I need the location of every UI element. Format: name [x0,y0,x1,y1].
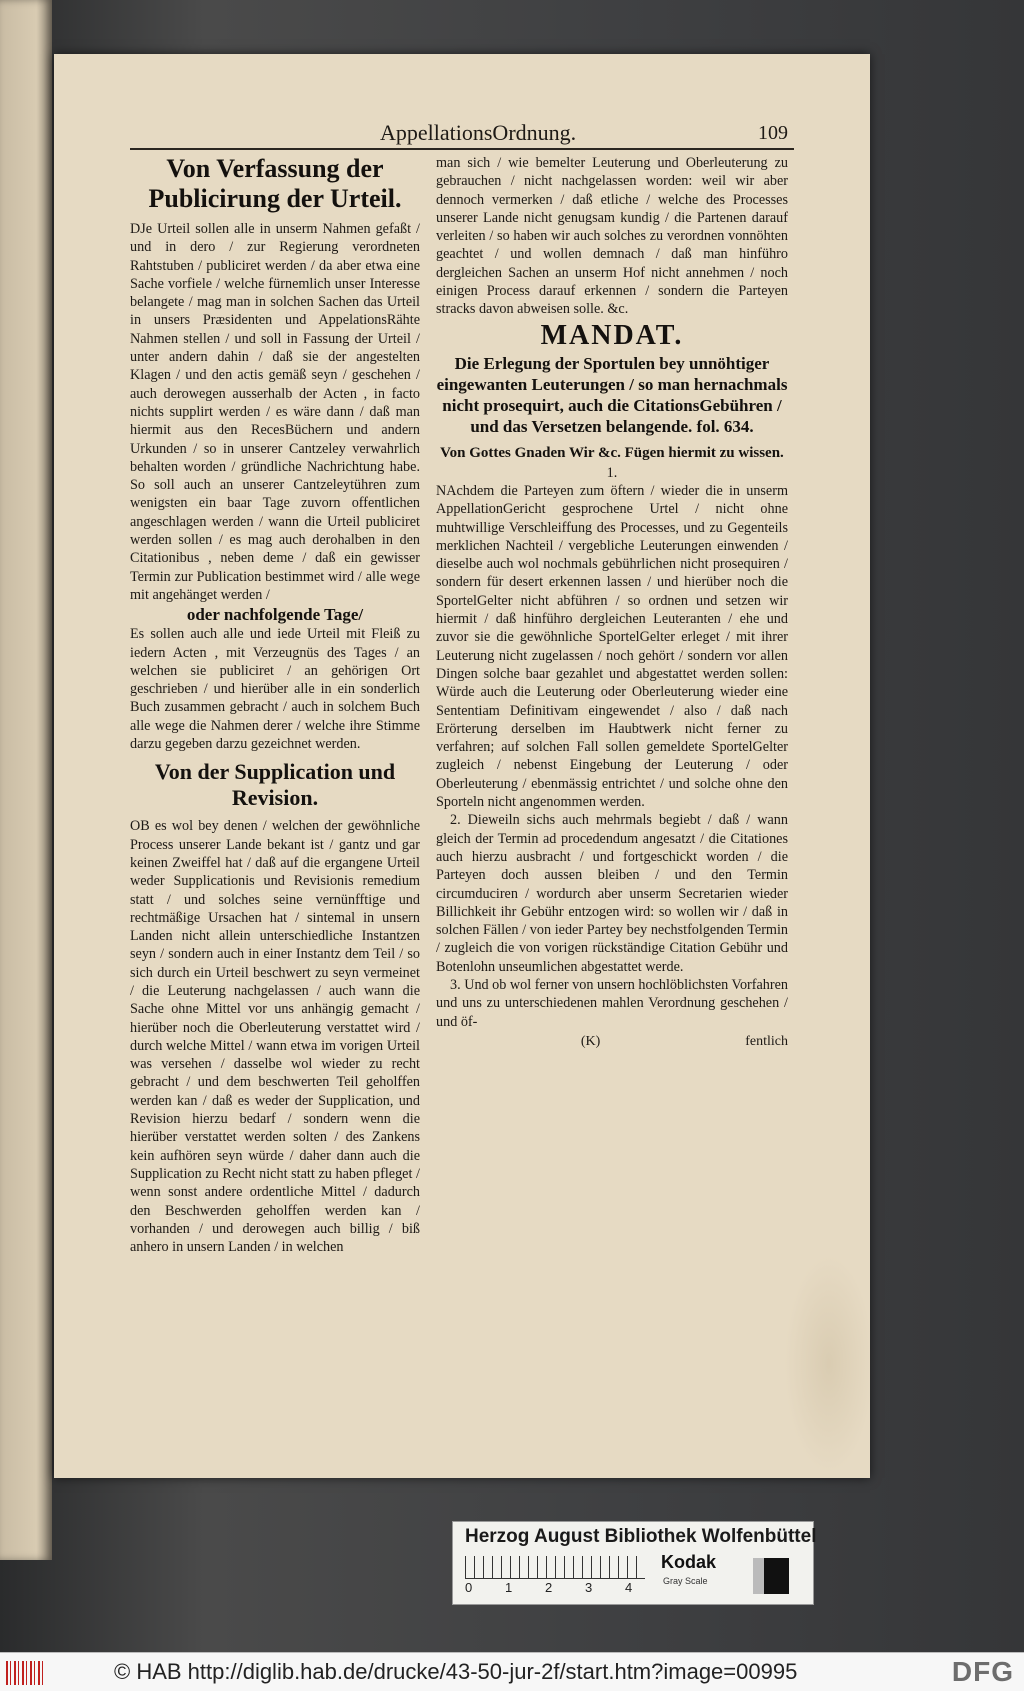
paper-stain [784,1254,874,1474]
paragraph: NAchdem die Parteyen zum öftern / wieder die in unserm AppellationGericht gesprochene Urtel / nicht ohne muhtwillige Verschleiffung des Processes, und zu Gegenteils merklichen Nachteil / vergebliche Leuterungen einwenden / dieselbe auch wol nochmals gebührlichen nicht prosequiren / sondern für desert erkennen lassen / und hierüber noch die SportelGelter nicht abführen / so ordnen und setzen wir hiermit / daß hinführo dergleichen Leuteranten / ehe und zuvor sie die gewöhnliche SportelGelter erleget / mit ihrer Leuterung nicht zugelassen / noch gehört / sondern vor allen Dingen solche baar gezahlet und abgestattet werden sollen: Würde auch die Leuterung oder Oberleuterung wieder eine Sententiam Definitivam eingewendet / also / daß nach Erörterung derselben im Haubtwerk nicht ferner zu verfahren; auf solchen Fall sollen gemeldete SportelGelter zugleich / nebenst Eingebung der Leuterung / oder Oberleuterung / ebenmässig entrichtet / und solche ohne den Sporteln nicht angenommen werden. [436,482,788,811]
paragraph: Es sollen auch alle und iede Urteil mit Fleiß zu iedern Acten , mit Verzeugnüs des Tages / an welchen sie publiciret / an gehörigen Ort geschrieben / und hierüber alle in ein sonderlich Buch zusammen gebracht / auch in solchem Buch alle wege die Nahmen derer / welche ihre Stimme darzu gegeben darzu gezeichnet werden. [130,626,420,753]
greeting: Von Gottes Gnaden Wir &c. Fügen hiermit zu wissen. [440,444,784,461]
signature-mark: (K) [580,1033,601,1049]
section-heading-supplication: Von der Supplication und Revision. [154,759,396,811]
credit-link[interactable]: © HAB http://diglib.hab.de/drucke/43-50-jur-2f/start.htm?image=00995 [114,1659,798,1684]
mandat-heading: MANDAT. [540,319,684,351]
tick-label: 3 [585,1580,593,1595]
paragraph: DJe Urteil sollen alle in unserm Nahmen gefaßt / und in dero / zur Regierung verordneten Rahtstuben / publiciret werden / da aber etwa eine Sache vorfiele / welche fürnemlich unser Interesse belangete / mag man in solchen Sachen das Urteil in unsers Præsidenten und AppelationsRähte Nahmen stellen / und soll in Fassung der Urteil / unter andern dahin / daß sie der angestelten Klagen / und den actis gemäß seyn / geschehen / auch derowegen ausserhalb der Acten , in facto nichts supplirt werden / es wäre dann / daß man hiermit aus den RecesBüchern und andern Urkunden / so in unserer Cantzeley verwahrlich behalten worden / gründliche Nachrichtung habe. So soll auch an unserer Cantzeleytühren zum wenigsten ein baar Tage zuvorn offentlichen angeschlagen werden / wann die Urteil publiciret werden sollen / es mag auch derohalben in den Citationibus , neben deme / daß ein gewisser Termin zur Publication bestimmet wird / alle wege mit angehänget werden / [130,221,420,603]
paragraph: 2. Dieweiln sichs auch mehrmals begiebt / daß / wann gleich der Termin ad procedendum angesatzt / die Citationes auch hierzu ausbracht / und fortgeschickt worden / die Parteyen doch aussen bleiben / und den Termin circumduciren / wordurch aber unserm Secretarien wieder Billichkeit ihr Gebühr entzogen wird: so wollen wir / daß in solchen Fällen / von ieder Partey bey nechstfolgenden Termin / zugleich die von vorigen rückständige Citation Gebühr und Botenlohn unseumlichen abgestattet werde. [436,812,788,975]
page-number: 109 [758,122,788,144]
grayscale-label: Gray Scale [663,1576,708,1586]
hab-barcode-icon [6,1661,46,1685]
header-rule [130,148,794,150]
right-column [436,154,788,1051]
ruler-ticks [465,1580,665,1595]
paragraph: man sich / wie bemelter Leuterung und Oberleuterung zu gebrauchen / nicht nachgelassen worden: weil wir aber dennoch vermerken / daß etliche / welche des Processes unserer Lande nicht genugsam kundig / die Partenen darauf verleiten / so haben wir auch solches zu verordnen vonnöhten geachtet / und wollen demnach / daß man hinführo dergleichen Sachen an unserm Hof nicht annehmen / noch einigen Process darauf erkennen / sondern die Parteyen stracks davon abweisen solle. &c. [436,155,788,318]
left-column [130,154,420,1256]
section-number: 1. [606,464,618,481]
footer-bar [0,1652,1024,1691]
dfg-logo: DFG [951,1656,1014,1687]
paragraph: OB es wol bey denen / welchen der gewöhnliche Process unserer Lande bekant ist / gantz und gar keinen Zweiffel hat / daß auf die ergangene Urteil weder Supplicationis und Revisionis remedium statt / und solches seine vernünfftige und rechtmäßige Ursachen hat / sintemal in unsern Landen nicht allein unterschiedliche Instantzen seyn / sondern auch in einer Instantz dem Teil / so sich durch ein Urteil beschwert zu seyn vermeinet / die Leuterung nachgelassen / auch wann die Sache ohne Mittel vor uns anhängig gemacht / hierüber noch die Oberleuterung verstattet wird / durch welche Mittel / wann etwa im vorigen Urteil was versehen / dasselbe wol wieder zu recht gebracht / und dem beschwerten Teil geholffen werden kan / daß es weder der Supplication, und Revision hierzu bedarf / sondern wenn die hierüber verstattet werden solten / des Zankens kein aufhören seyn würde / daher dann auch die Supplication zu Recht nicht statt zu haben pfleget / wenn sonst andere ordentliche Mittel / dadurch den Beschwerden geholffen werden kan / vorhanden / und derowegen auch billig / biß anhero in unsern Landen / in welchen [130,818,420,1256]
kodak-logo: Kodak [661,1552,717,1572]
sub-heading: oder nachfolgende Tage/ [186,605,364,625]
color-calibration-card [452,1521,817,1605]
tick-label: 0 [465,1580,473,1595]
section-heading-publication: Von Verfassung der Publicirung der Urteil. [148,154,402,213]
paragraph: 3. Und ob wol ferner von unsern hochlöblichsten Vorfahren und uns zu unterschiedenen mahlen Verordnung geschehen / und öf- [436,976,788,1030]
gray-swatch [753,1558,789,1594]
tick-label: 2 [545,1580,553,1595]
catchword: fentlich [745,1033,788,1049]
ruler-scale [465,1556,645,1579]
card-title: Herzog August Bibliothek Wolfenbüttel [465,1526,817,1547]
tick-label: 1 [505,1580,513,1595]
running-title: AppellationsOrdnung. [380,120,577,145]
tick-label: 4 [625,1580,633,1595]
mandat-title: Die Erlegung der Sportulen bey unnöhtiger eingewanten Leuterungen / so man hernachmals nicht prosequirt, auch die CitationsGebühren / und das Versetzen belangende. fol. 634. [436,353,788,436]
page-header [130,120,788,148]
book-page [54,54,870,1478]
page-footer-line [436,1033,788,1051]
previous-page-edge [0,0,52,1560]
